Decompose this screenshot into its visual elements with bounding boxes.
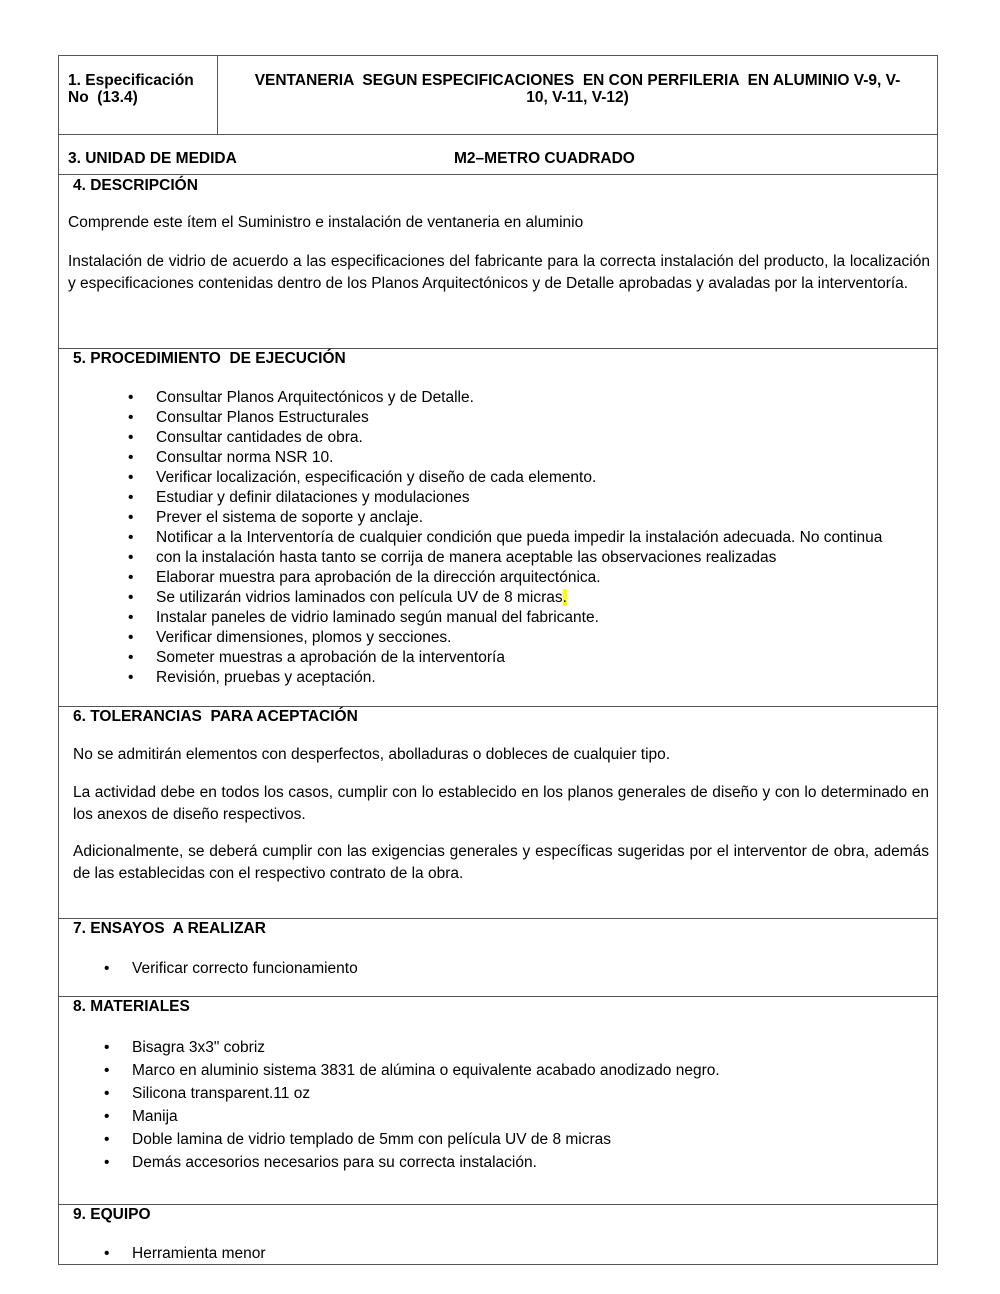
list-item: • Prever el sistema de soporte y anclaje.	[156, 508, 936, 528]
spec-title-line2: 10, V-11, V-12)	[526, 89, 629, 106]
list-item: • Verificar correcto funcionamiento	[132, 959, 358, 979]
descripcion-heading: 4. DESCRIPCIÓN	[73, 177, 198, 194]
list-item: • Verificar dimensiones, plomos y secciones.	[156, 628, 936, 648]
list-item: • Verificar localización, especificación y diseño de cada elemento.	[156, 468, 936, 488]
spec-title-cell	[218, 56, 937, 134]
spec-title-line1: VENTANERIA SEGUN ESPECIFICACIONES EN CON PERFILERIA EN ALUMINIO V-9, V-	[254, 72, 901, 89]
list-item: • Revisión, pruebas y aceptación.	[156, 668, 936, 688]
spec-number-line1: 1. Especificación	[68, 72, 194, 89]
equipo-heading: 9. EQUIPO	[73, 1206, 151, 1223]
equipo-section	[59, 1204, 937, 1264]
tolerancias-paragraph-2: La actividad debe en todos los casos, cumplir con lo establecido en los planos generales de diseño y con lo determinado en los anexos de diseño respectivos.	[73, 784, 929, 823]
materiales-section	[59, 996, 937, 1204]
list-item: • Consultar norma NSR 10.	[156, 448, 936, 468]
procedimiento-heading: 5. PROCEDIMIENTO DE EJECUCIÓN	[73, 350, 346, 367]
unidad-value: M2–METRO CUADRADO	[454, 150, 635, 167]
ensayos-heading: 7. ENSAYOS A REALIZAR	[73, 920, 266, 937]
ensayos-list	[132, 959, 358, 979]
list-item-text: Se utilizarán vidrios laminados con película UV de 8 micras	[156, 589, 563, 606]
tolerancias-section	[59, 706, 937, 918]
list-item: • Consultar Planos Arquitectónicos y de Detalle.	[156, 388, 936, 408]
unidad-label: 3. UNIDAD DE MEDIDA	[68, 150, 237, 167]
tolerancias-paragraph-3: Adicionalmente, se deberá cumplir con las exigencias generales y específicas sugeridas por el interventor de obra, además de las establecidas con el respectivo contrato de la obra.	[73, 843, 929, 882]
descripcion-paragraph-2: Instalación de vidrio de acuerdo a las especificaciones del fabricante para la correcta instalación del producto, la localización y especificaciones contenidas dentro de los Planos Arquitectónicos y de Detalle aprobadas y avaladas por la interventoría.	[68, 253, 930, 292]
materiales-list	[132, 1036, 922, 1174]
spec-number-line2: No (13.4)	[68, 89, 138, 106]
list-item: • Someter muestras a aprobación de la interventoría	[156, 648, 936, 668]
unidad-row	[59, 134, 937, 174]
list-item: • Estudiar y definir dilataciones y modulaciones	[156, 488, 936, 508]
list-item: • Bisagra 3x3" cobriz	[132, 1036, 922, 1059]
spec-header-row	[59, 56, 937, 134]
list-item: • Manija	[132, 1105, 922, 1128]
tolerancias-paragraph-1: No se admitirán elementos con desperfectos, abolladuras o dobleces de cualquier tipo.	[73, 746, 671, 763]
list-item: • Elaborar muestra para aprobación de la dirección arquitectónica.	[156, 568, 936, 588]
list-item: • con la instalación hasta tanto se corrija de manera aceptable las observaciones realizadas	[156, 548, 936, 568]
spec-number-cell	[59, 56, 218, 134]
list-item: • Instalar paneles de vidrio laminado según manual del fabricante.	[156, 608, 936, 628]
ensayos-section	[59, 918, 937, 996]
list-item: • Demás accesorios necesarios para su correcta instalación.	[132, 1151, 922, 1174]
descripcion-section	[59, 174, 937, 348]
procedimiento-section	[59, 348, 937, 706]
equipo-list	[132, 1244, 266, 1264]
procedimiento-list	[156, 388, 936, 688]
list-item: • Consultar Planos Estructurales	[156, 408, 936, 428]
list-item: • Doble lamina de vidrio templado de 5mm con película UV de 8 micras	[132, 1128, 922, 1151]
descripcion-paragraph-1: Comprende este ítem el Suministro e instalación de ventaneria en aluminio	[68, 214, 584, 231]
tolerancias-heading: 6. TOLERANCIAS PARA ACEPTACIÓN	[73, 708, 358, 725]
list-item: • Marco en aluminio sistema 3831 de alúmina o equivalente acabado anodizado negro.	[132, 1059, 922, 1082]
materiales-heading: 8. MATERIALES	[73, 998, 190, 1015]
highlighted-period: .	[562, 589, 567, 606]
list-item: • Silicona transparent.11 oz	[132, 1082, 922, 1105]
list-item: • Herramienta menor	[132, 1244, 266, 1264]
specification-document	[58, 55, 938, 1265]
list-item: • Notificar a la Interventoría de cualquier condición que pueda impedir la instalación adecuada. No continua	[156, 528, 936, 548]
list-item: • Consultar cantidades de obra.	[156, 428, 936, 448]
list-item	[156, 588, 936, 608]
